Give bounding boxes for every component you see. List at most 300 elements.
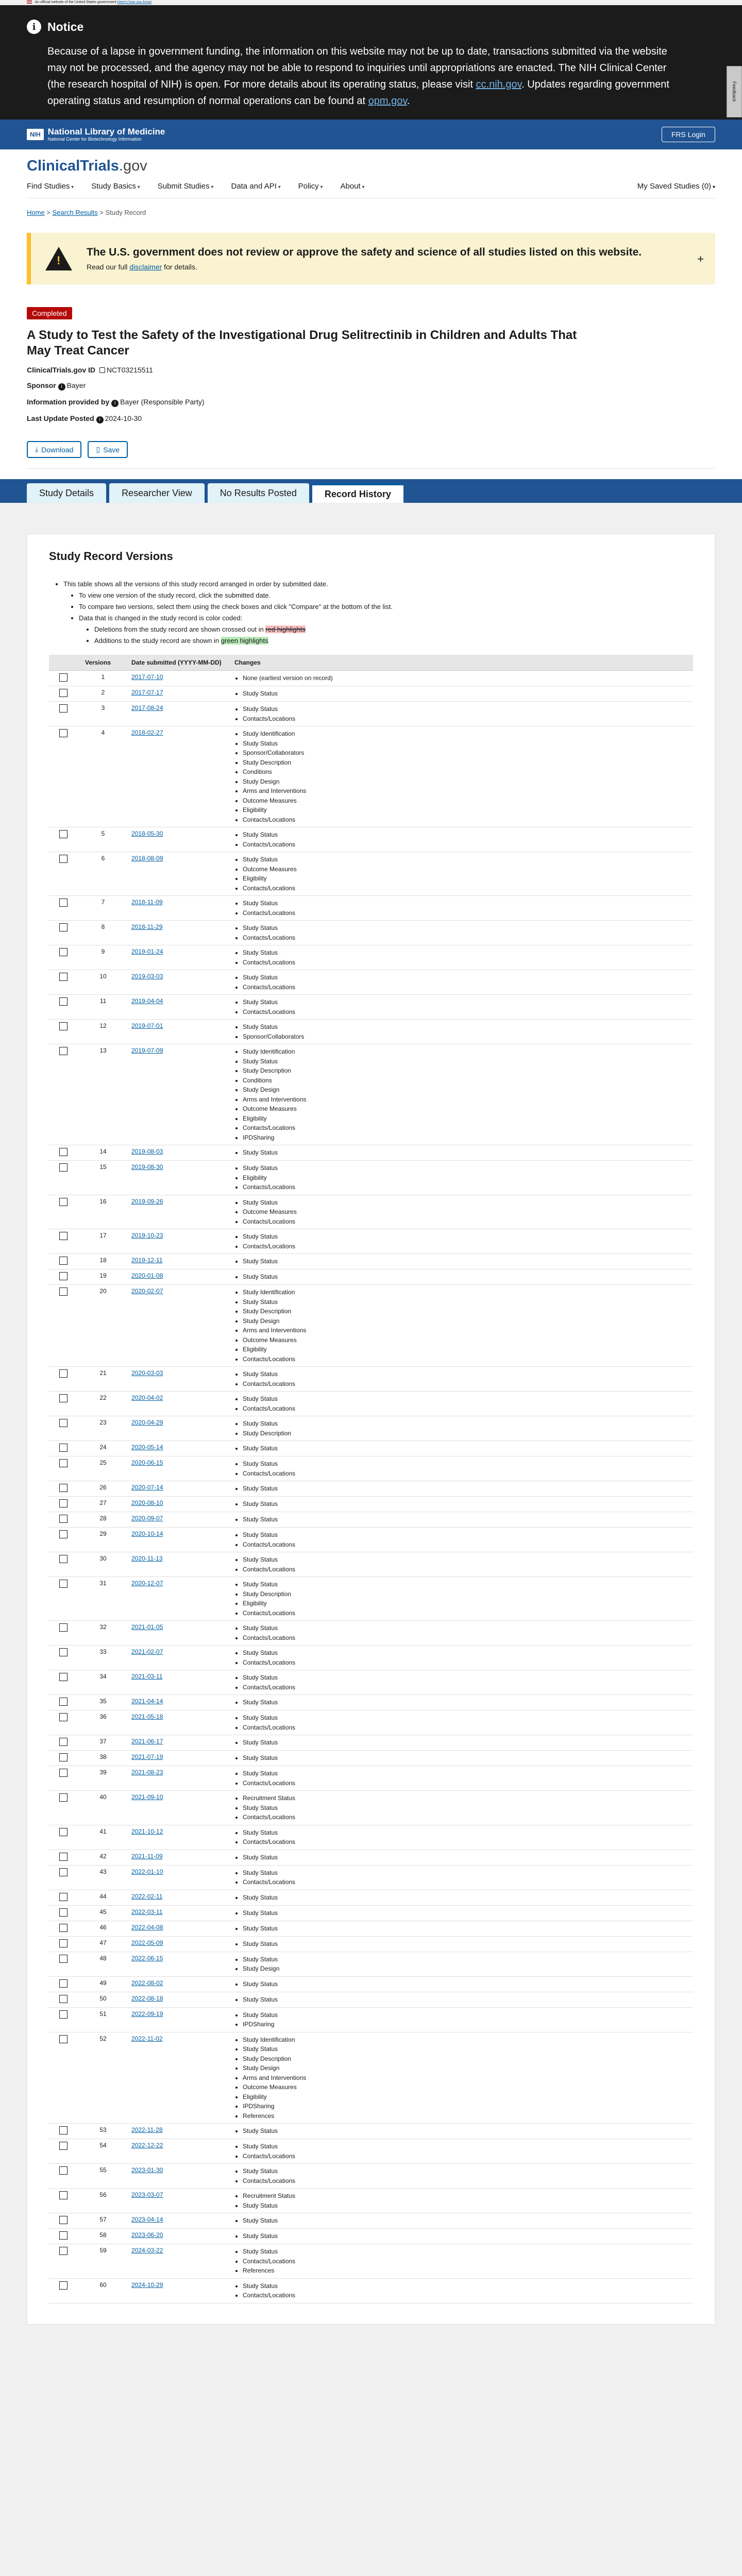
- changes-list: [234, 997, 688, 1016]
- opm-link[interactable]: opm.gov: [368, 95, 407, 107]
- checkbox-cell: [49, 2139, 80, 2164]
- date-cell: [126, 852, 229, 896]
- table-row: [49, 726, 693, 827]
- change-item: • Study Status: [243, 1297, 688, 1307]
- compare-checkbox[interactable]: [59, 673, 68, 682]
- breadcrumb-home[interactable]: Home: [27, 209, 45, 216]
- change-item: • Study Status: [243, 689, 688, 699]
- version-date-link[interactable]: 2020-08-10: [131, 1499, 163, 1506]
- changes-list: [234, 2191, 688, 2210]
- compare-checkbox[interactable]: [59, 855, 68, 863]
- version-date-link[interactable]: 2021-02-07: [131, 1648, 163, 1655]
- version-date-link[interactable]: 2022-01-10: [131, 1868, 163, 1875]
- compare-checkbox[interactable]: [59, 1555, 68, 1563]
- compare-checkbox[interactable]: [59, 997, 68, 1006]
- tab-researcher-view[interactable]: Researcher View: [109, 483, 205, 503]
- col-date: Date submitted (YYYY-MM-DD): [126, 655, 229, 671]
- version-date-link[interactable]: 2019-07-09: [131, 1047, 163, 1054]
- version-date-link[interactable]: 2022-05-09: [131, 1939, 163, 1946]
- nav-item-about[interactable]: About ▾: [340, 182, 364, 191]
- feedback-side-tab[interactable]: Feedback: [727, 66, 742, 117]
- version-date-link[interactable]: 2021-11-09: [131, 1852, 163, 1860]
- nlm-header-bar: [0, 120, 742, 149]
- compare-checkbox[interactable]: [59, 973, 68, 981]
- compare-checkbox[interactable]: [59, 2247, 68, 2255]
- compare-checkbox[interactable]: [59, 1580, 68, 1588]
- changes-cell: [229, 1367, 693, 1392]
- version-date-link[interactable]: 2021-03-11: [131, 1673, 163, 1680]
- instruction-item: • To compare two versions, select them using the check boxes and click "Compare" at the bottom of the list.: [79, 601, 693, 613]
- version-number: 56: [80, 2189, 126, 2213]
- change-item: • Study Status: [243, 2201, 688, 2211]
- version-date-link[interactable]: 2020-03-03: [131, 1369, 163, 1377]
- compare-checkbox[interactable]: [59, 1995, 68, 2003]
- change-item: • Study Status: [243, 704, 688, 714]
- changes-cell: [229, 2007, 693, 2032]
- table-row: [49, 1577, 693, 1621]
- changes-list: [234, 1369, 688, 1388]
- compare-checkbox[interactable]: [59, 948, 68, 956]
- gov-banner-link[interactable]: Here's how you know: [117, 1, 152, 4]
- changes-cell: [229, 896, 693, 921]
- instruction-item: • This table shows all the versions of this study record arranged in order by submitted date.: [63, 579, 693, 590]
- compare-checkbox[interactable]: [59, 923, 68, 931]
- change-item: • Study Status: [243, 1828, 688, 1838]
- copy-icon[interactable]: [99, 367, 105, 373]
- compare-checkbox[interactable]: [59, 2126, 68, 2134]
- version-date-link[interactable]: 2019-12-11: [131, 1257, 163, 1264]
- checkbox-cell: [49, 852, 80, 896]
- version-date-link[interactable]: 2020-10-14: [131, 1530, 163, 1537]
- change-item: • Arms and Interventions: [243, 1326, 688, 1335]
- compare-checkbox[interactable]: [59, 1198, 68, 1206]
- version-date-link[interactable]: 2020-01-08: [131, 1272, 163, 1279]
- changes-cell: [229, 1481, 693, 1497]
- changes-list: [234, 1924, 688, 1934]
- version-number: 5: [80, 827, 126, 852]
- compare-checkbox[interactable]: [59, 1369, 68, 1378]
- checkbox-cell: [49, 1145, 80, 1161]
- version-number: 58: [80, 2229, 126, 2244]
- compare-checkbox[interactable]: [59, 1924, 68, 1932]
- version-date-link[interactable]: 2022-08-02: [131, 1979, 163, 1987]
- version-date-link[interactable]: 2019-03-03: [131, 973, 163, 980]
- ct-header: [0, 149, 742, 198]
- compare-checkbox[interactable]: [59, 1148, 68, 1156]
- compare-checkbox[interactable]: [59, 2191, 68, 2199]
- version-date-link[interactable]: 2020-02-07: [131, 1287, 163, 1295]
- change-item: • Outcome Measures: [243, 796, 688, 806]
- changes-cell: [229, 1670, 693, 1695]
- version-date-link[interactable]: 2017-07-10: [131, 673, 163, 681]
- download-button[interactable]: [27, 441, 81, 458]
- compare-checkbox[interactable]: [59, 1753, 68, 1761]
- compare-checkbox[interactable]: [59, 1047, 68, 1055]
- change-item: • Study Design: [243, 2063, 688, 2073]
- changes-cell: [229, 1825, 693, 1850]
- version-date-link[interactable]: 2021-10-12: [131, 1827, 163, 1835]
- version-date-link[interactable]: 2021-04-14: [131, 1698, 163, 1705]
- date-cell: [126, 1512, 229, 1528]
- tab-record-history[interactable]: Record History: [312, 483, 403, 503]
- info-icon[interactable]: i: [58, 383, 65, 391]
- compare-checkbox[interactable]: [59, 1793, 68, 1802]
- checkbox-cell: [49, 2032, 80, 2124]
- compare-checkbox[interactable]: [59, 1979, 68, 1988]
- changes-list: [234, 899, 688, 918]
- checkbox-cell: [49, 1161, 80, 1195]
- disclaimer-title: The U.S. government does not review or approve the safety and science of all studies listed on this website.: [87, 246, 642, 258]
- info-icon[interactable]: i: [111, 400, 119, 407]
- version-date-link[interactable]: 2018-08-09: [131, 855, 163, 862]
- checkbox-cell: [49, 1269, 80, 1285]
- compare-checkbox[interactable]: [59, 689, 68, 697]
- version-date-link[interactable]: 2022-08-18: [131, 1994, 163, 2002]
- nav-item-data-and-api[interactable]: Data and API ▾: [231, 182, 280, 191]
- instruction-sublist: [79, 624, 693, 647]
- changes-cell: [229, 852, 693, 896]
- version-date-link[interactable]: 2023-04-14: [131, 2216, 163, 2223]
- compare-checkbox[interactable]: [59, 1623, 68, 1632]
- change-item: • None (earliest version on record): [243, 673, 688, 683]
- changes-list: [234, 1484, 688, 1494]
- compare-checkbox[interactable]: [59, 1955, 68, 1963]
- disclaimer-link[interactable]: disclaimer: [129, 263, 162, 271]
- checkbox-cell: [49, 970, 80, 995]
- version-date-link[interactable]: 2019-09-26: [131, 1197, 163, 1205]
- compare-checkbox[interactable]: [59, 729, 68, 737]
- checkbox-cell: [49, 1751, 80, 1766]
- changes-cell: [229, 1646, 693, 1670]
- version-number: 47: [80, 1936, 126, 1952]
- version-date-link[interactable]: 2024-03-22: [131, 2247, 163, 2254]
- change-item: • Arms and Interventions: [243, 1095, 688, 1105]
- change-item: • Contacts/Locations: [243, 815, 688, 825]
- date-cell: [126, 1751, 229, 1766]
- version-date-link[interactable]: 2020-04-02: [131, 1394, 163, 1401]
- version-date-link[interactable]: 2022-06-15: [131, 1954, 163, 1962]
- compare-checkbox[interactable]: [59, 830, 68, 838]
- us-flag-icon: [27, 1, 32, 4]
- checkbox-cell: [49, 1890, 80, 1905]
- nav-item-study-basics[interactable]: Study Basics ▾: [91, 182, 140, 191]
- nlm-logo[interactable]: [27, 127, 165, 142]
- version-date-link[interactable]: 2022-11-02: [131, 2035, 163, 2042]
- compare-checkbox[interactable]: [59, 1698, 68, 1706]
- tab-study-details[interactable]: Study Details: [27, 483, 106, 503]
- changes-cell: [229, 2032, 693, 2124]
- sponsor-line: [27, 381, 715, 391]
- compare-checkbox[interactable]: [59, 1499, 68, 1507]
- change-item: • Contacts/Locations: [243, 1683, 688, 1692]
- compare-checkbox[interactable]: [59, 2142, 68, 2150]
- change-item: • Contacts/Locations: [243, 1812, 688, 1822]
- changes-cell: [229, 1528, 693, 1552]
- provided-value: Bayer (Responsible Party): [120, 398, 205, 406]
- change-item: • IPDSharing: [243, 2102, 688, 2111]
- table-row: [49, 1528, 693, 1552]
- version-number: 12: [80, 1020, 126, 1044]
- version-number: 26: [80, 1481, 126, 1497]
- version-date-link[interactable]: 2019-04-04: [131, 997, 163, 1005]
- tab-strip: [0, 479, 742, 503]
- versions-body: [49, 671, 693, 2303]
- version-date-link[interactable]: 2021-01-05: [131, 1623, 163, 1631]
- compare-checkbox[interactable]: [59, 1419, 68, 1427]
- table-row: [49, 1497, 693, 1512]
- change-item: • Contacts/Locations: [243, 1007, 688, 1017]
- version-date-link[interactable]: 2024-10-29: [131, 2281, 163, 2289]
- table-row: [49, 2229, 693, 2244]
- version-date-link[interactable]: 2023-01-30: [131, 2166, 163, 2174]
- date-cell: [126, 702, 229, 726]
- compare-checkbox[interactable]: [59, 1287, 68, 1296]
- date-cell: [126, 1195, 229, 1229]
- checkbox-cell: [49, 896, 80, 921]
- red-highlight-sample: red highlights: [265, 625, 306, 633]
- date-cell: [126, 1528, 229, 1552]
- breadcrumb: [0, 198, 742, 216]
- version-date-link[interactable]: 2017-07-17: [131, 689, 163, 696]
- version-date-link[interactable]: 2018-02-27: [131, 729, 163, 736]
- version-date-link[interactable]: 2022-12-22: [131, 2142, 163, 2149]
- version-number: 4: [80, 726, 126, 827]
- date-cell: [126, 1646, 229, 1670]
- compare-checkbox[interactable]: [59, 1530, 68, 1538]
- checkbox-cell: [49, 1497, 80, 1512]
- date-cell: [126, 1392, 229, 1416]
- table-row: [49, 1890, 693, 1905]
- compare-checkbox[interactable]: [59, 1908, 68, 1917]
- date-cell: [126, 1161, 229, 1195]
- date-cell: [126, 1254, 229, 1269]
- nav-item-find-studies[interactable]: Find Studies ▾: [27, 182, 74, 191]
- version-date-link[interactable]: 2023-06-20: [131, 2231, 163, 2239]
- notice-title: Notice: [47, 20, 84, 33]
- version-date-link[interactable]: 2021-08-23: [131, 1769, 163, 1776]
- changes-list: [234, 1713, 688, 1732]
- compare-checkbox[interactable]: [59, 1828, 68, 1836]
- nav-item-submit-studies[interactable]: Submit Studies ▾: [158, 182, 214, 191]
- version-date-link[interactable]: 2018-11-29: [131, 923, 163, 930]
- changes-list: [234, 2010, 688, 2029]
- version-number: 49: [80, 1976, 126, 1992]
- compare-checkbox[interactable]: [59, 1444, 68, 1452]
- save-button[interactable]: [88, 441, 128, 458]
- checkbox-cell: [49, 1621, 80, 1646]
- version-date-link[interactable]: 2020-11-13: [131, 1555, 163, 1562]
- version-date-link[interactable]: 2021-09-10: [131, 1793, 163, 1801]
- changes-cell: [229, 1751, 693, 1766]
- change-item: • Study Description: [243, 1307, 688, 1316]
- changes-cell: [229, 970, 693, 995]
- changes-list: [234, 855, 688, 893]
- version-date-link[interactable]: 2019-07-01: [131, 1022, 163, 1029]
- changes-list: [234, 1955, 688, 1974]
- date-cell: [126, 1936, 229, 1952]
- compare-checkbox[interactable]: [59, 1939, 68, 1947]
- table-row: [49, 827, 693, 852]
- changes-cell: [229, 1512, 693, 1528]
- change-item: • Outcome Measures: [243, 2082, 688, 2092]
- version-number: 42: [80, 1850, 126, 1865]
- version-date-link[interactable]: 2020-04-29: [131, 1419, 163, 1426]
- table-row: [49, 1905, 693, 1921]
- changes-cell: [229, 1229, 693, 1254]
- compare-checkbox[interactable]: [59, 1257, 68, 1265]
- compare-checkbox[interactable]: [59, 1893, 68, 1901]
- date-cell: [126, 1577, 229, 1621]
- changes-list: [234, 729, 688, 824]
- date-cell: [126, 1791, 229, 1825]
- checkbox-cell: [49, 1646, 80, 1670]
- version-date-link[interactable]: 2020-06-15: [131, 1459, 163, 1466]
- compare-checkbox[interactable]: [59, 2010, 68, 2019]
- version-date-link[interactable]: 2023-03-07: [131, 2191, 163, 2198]
- change-item: • Contacts/Locations: [243, 714, 688, 724]
- version-number: 43: [80, 1865, 126, 1890]
- compare-checkbox[interactable]: [59, 1459, 68, 1467]
- table-row: [49, 1416, 693, 1441]
- compare-checkbox[interactable]: [59, 1673, 68, 1681]
- change-item: • Study Status: [243, 1499, 688, 1509]
- checkbox-cell: [49, 726, 80, 827]
- date-cell: [126, 1905, 229, 1921]
- checkbox-cell: [49, 1710, 80, 1735]
- changes-cell: [229, 1766, 693, 1791]
- version-date-link[interactable]: 2020-09-07: [131, 1515, 163, 1522]
- change-item: • Study Status: [243, 739, 688, 749]
- compare-checkbox[interactable]: [59, 1163, 68, 1172]
- ct-logo[interactable]: [27, 158, 715, 175]
- change-item: • Study Status: [243, 830, 688, 840]
- table-row: [49, 1670, 693, 1695]
- change-item: • Contacts/Locations: [243, 1837, 688, 1847]
- version-date-link[interactable]: 2021-05-18: [131, 1713, 163, 1720]
- version-date-link[interactable]: 2020-12-07: [131, 1580, 163, 1587]
- version-number: 14: [80, 1145, 126, 1161]
- compare-checkbox[interactable]: [59, 1648, 68, 1656]
- changes-cell: [229, 1850, 693, 1865]
- compare-checkbox[interactable]: [59, 1515, 68, 1523]
- expand-plus-icon[interactable]: +: [697, 252, 704, 265]
- version-date-link[interactable]: 2022-11-28: [131, 2126, 163, 2133]
- compare-checkbox[interactable]: [59, 1868, 68, 1876]
- version-date-link[interactable]: 2022-03-11: [131, 1908, 163, 1916]
- disclaimer-box: [27, 233, 715, 284]
- checkbox-cell: [49, 1865, 80, 1890]
- compare-checkbox[interactable]: [59, 704, 68, 713]
- version-date-link[interactable]: 2019-08-03: [131, 1148, 163, 1155]
- date-cell: [126, 921, 229, 945]
- version-date-link[interactable]: 2021-07-19: [131, 1753, 163, 1760]
- main-nav: [27, 182, 715, 198]
- version-date-link[interactable]: 2018-11-09: [131, 899, 163, 906]
- my-saved-studies[interactable]: My Saved Studies (0) ▾: [637, 182, 715, 191]
- version-date-link[interactable]: 2019-10-23: [131, 1232, 163, 1239]
- cc-nih-link[interactable]: cc.nih.gov: [476, 79, 522, 90]
- checkbox-cell: [49, 2189, 80, 2213]
- change-item: • Study Status: [243, 1148, 688, 1158]
- checkbox-cell: [49, 1735, 80, 1751]
- compare-checkbox[interactable]: [59, 2231, 68, 2240]
- breadcrumb-search[interactable]: Search Results: [52, 209, 98, 216]
- col-checkbox: [49, 655, 80, 671]
- changes-list: [234, 1515, 688, 1524]
- version-date-link[interactable]: 2020-05-14: [131, 1444, 163, 1451]
- change-item: • Contacts/Locations: [243, 1540, 688, 1550]
- tab-no-results-posted[interactable]: No Results Posted: [208, 483, 309, 503]
- checkbox-cell: [49, 995, 80, 1020]
- change-item: • Sponsor/Collaborators: [243, 1032, 688, 1042]
- version-date-link[interactable]: 2019-01-24: [131, 948, 163, 955]
- compare-checkbox[interactable]: [59, 1022, 68, 1030]
- table-row: [49, 1254, 693, 1269]
- version-date-link[interactable]: 2018-05-30: [131, 830, 163, 837]
- changes-list: [234, 1394, 688, 1413]
- checkbox-cell: [49, 1992, 80, 2007]
- compare-checkbox[interactable]: [59, 1394, 68, 1402]
- compare-checkbox[interactable]: [59, 1484, 68, 1492]
- compare-checkbox[interactable]: [59, 1713, 68, 1721]
- checkbox-cell: [49, 2278, 80, 2303]
- date-cell: [126, 671, 229, 686]
- notice-body: [47, 43, 680, 109]
- version-date-link[interactable]: 2022-04-08: [131, 1923, 163, 1931]
- compare-checkbox[interactable]: [59, 1853, 68, 1861]
- change-item: • Study Status: [243, 1232, 688, 1242]
- checkbox-cell: [49, 1020, 80, 1044]
- compare-checkbox[interactable]: [59, 1232, 68, 1240]
- date-cell: [126, 995, 229, 1020]
- change-item: • Contacts/Locations: [243, 1469, 688, 1479]
- version-date-link[interactable]: 2022-09-19: [131, 2010, 163, 2018]
- version-number: 41: [80, 1825, 126, 1850]
- instruction-item: [94, 624, 693, 635]
- checkbox-cell: [49, 1528, 80, 1552]
- changes-list: [234, 973, 688, 992]
- info-icon[interactable]: i: [96, 416, 104, 423]
- version-date-link[interactable]: 2021-06-17: [131, 1738, 163, 1745]
- compare-checkbox[interactable]: [59, 2281, 68, 2290]
- compare-checkbox[interactable]: [59, 1738, 68, 1746]
- change-item: • Study Status: [243, 2281, 688, 2291]
- compare-checkbox[interactable]: [59, 2216, 68, 2224]
- date-cell: [126, 726, 229, 827]
- version-date-link[interactable]: 2017-08-24: [131, 704, 163, 711]
- compare-checkbox[interactable]: [59, 1769, 68, 1777]
- frs-login-button[interactable]: FRS Login: [662, 127, 715, 142]
- date-cell: [126, 1229, 229, 1254]
- version-date-link[interactable]: 2020-07-14: [131, 1484, 163, 1491]
- compare-checkbox[interactable]: [59, 2166, 68, 2175]
- change-item: • Study Status: [243, 1022, 688, 1032]
- checkbox-cell: [49, 1976, 80, 1992]
- compare-checkbox[interactable]: [59, 2035, 68, 2043]
- version-date-link[interactable]: 2022-02-11: [131, 1892, 163, 1900]
- change-item: • Contacts/Locations: [243, 1217, 688, 1227]
- version-number: 13: [80, 1044, 126, 1145]
- changes-list: [234, 2247, 688, 2276]
- nav-item-policy[interactable]: Policy ▾: [298, 182, 323, 191]
- version-date-link[interactable]: 2019-08-30: [131, 1163, 163, 1171]
- compare-checkbox[interactable]: [59, 899, 68, 907]
- version-number: 32: [80, 1621, 126, 1646]
- changes-cell: [229, 686, 693, 702]
- compare-checkbox[interactable]: [59, 1272, 68, 1280]
- version-number: 20: [80, 1285, 126, 1367]
- table-row: [49, 1825, 693, 1850]
